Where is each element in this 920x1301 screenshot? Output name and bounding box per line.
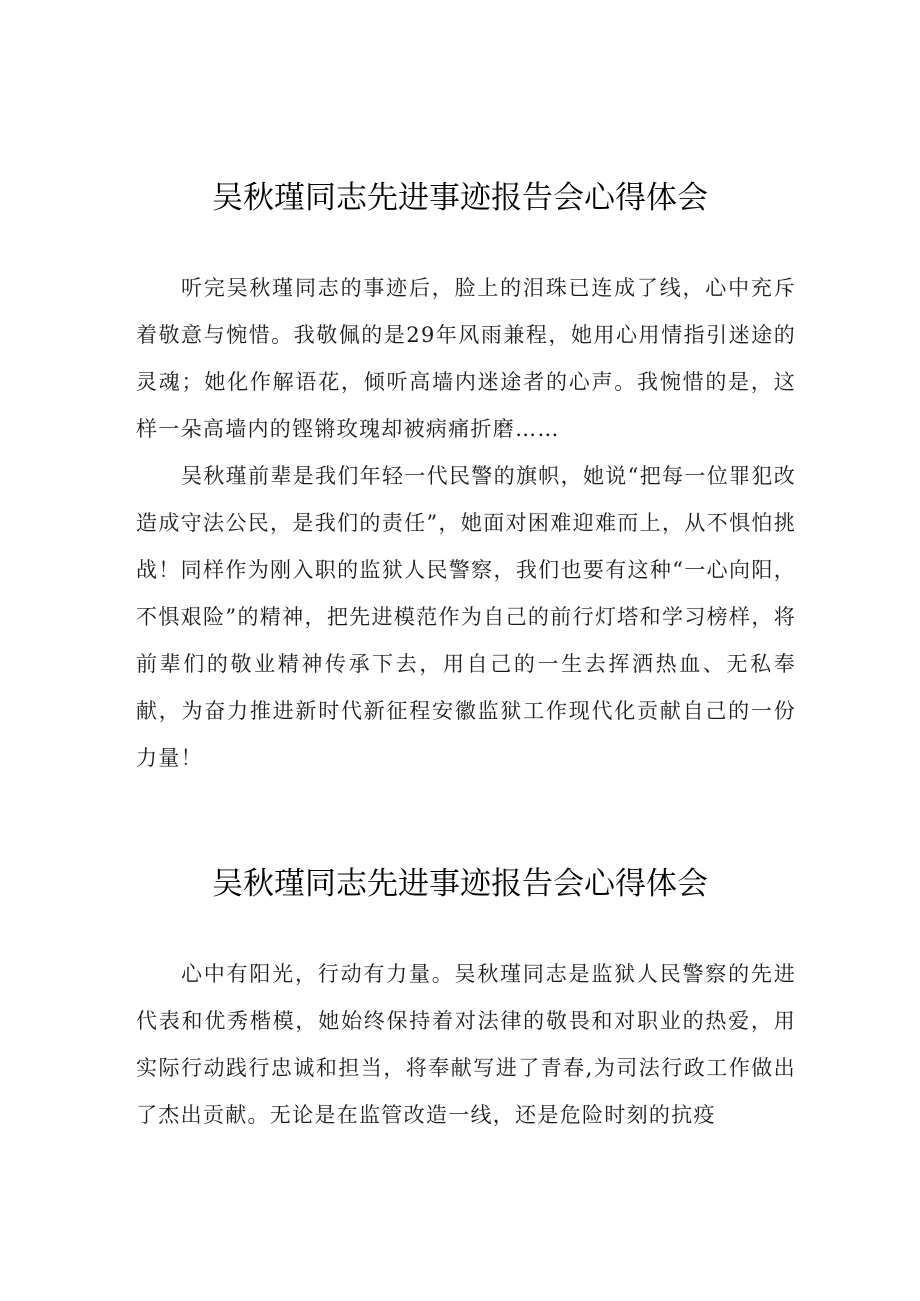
article-title-1: 吴秋瑾同志先进事迹报告会心得体会 (212, 180, 708, 216)
paragraph-1-2: 吴秋瑾前辈是我们年轻一代民警的旗帜，她说“把每一位罪犯改造成守法公民，是我们的责任”，她面对困难迎难而上，从不惧怕挑战！同样作为刚入职的监狱人民警察，我们也要有这种“一心向阳，不惧艰险”的精神，把先进模范作为自己的前行灯塔和学习榜样，将前辈们的敬业精神传承下去，用自己的一生去挥洒热血、无私奉献，为奋力推进新时代新征程安徽监狱工作现代化贡献自己的一份力量！ (136, 464, 796, 770)
article-body-1 (136, 265, 796, 782)
article-title-2: 吴秋瑾同志先进事迹报告会心得体会 (212, 866, 708, 902)
paragraph-1-1: 听完吴秋瑾同志的事迹后，脸上的泪珠已连成了线，心中充斥着敬意与惋惜。我敬佩的是29年风雨兼程，她用心用情指引迷途的灵魂；她化作解语花，倾听高墙内迷途者的心声。我惋惜的是，这样一朵高墙内的铿锵玫瑰却被病痛折磨…… (136, 276, 796, 441)
article-body-2 (136, 951, 796, 1139)
paragraph-2-1: 心中有阳光，行动有力量。吴秋瑾同志是监狱人民警察的先进代表和优秀楷模，她始终保持着对法律的敬畏和对职业的热爱，用实际行动践行忠诚和担当，将奉献写进了青春,为司法行政工作做出了杰出贡献。无论是在监管改造一线，还是危险时刻的抗疫 (136, 962, 796, 1127)
